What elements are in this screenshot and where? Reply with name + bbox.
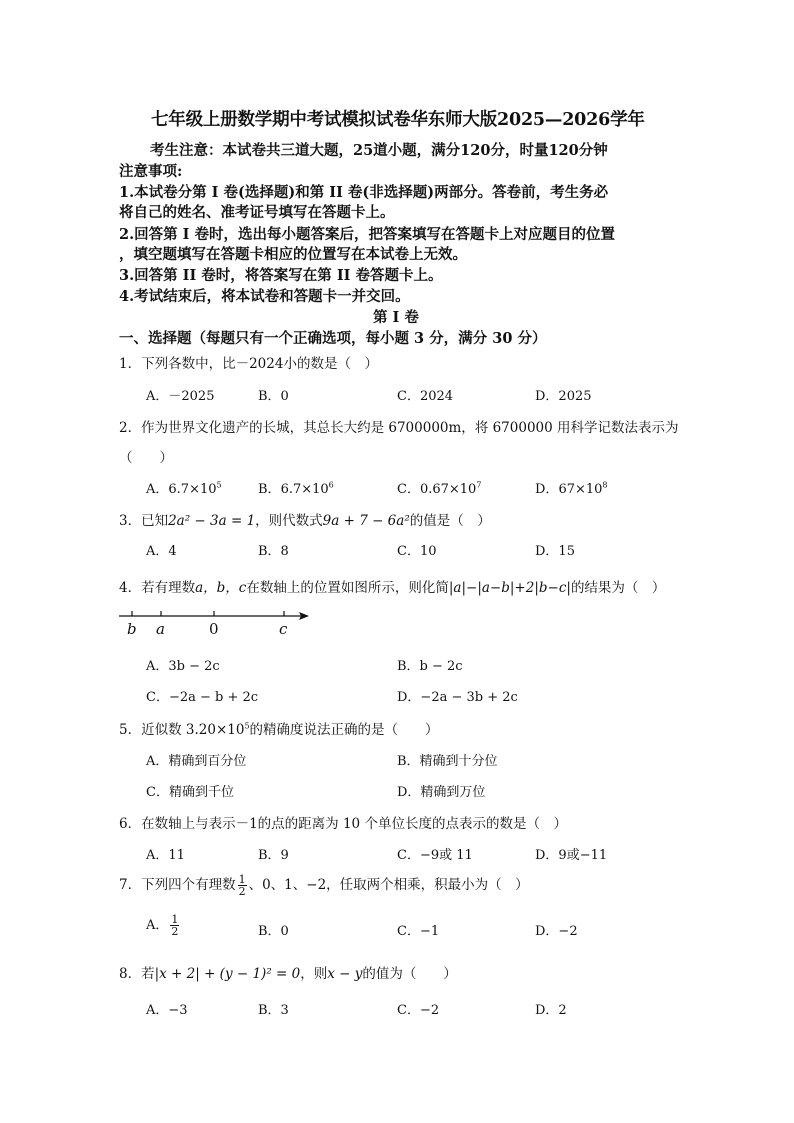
q4-expression: |a|−|a−b|+2|b−c| [448,580,571,596]
page-title: 七年级上册数学期中考试模拟试卷华东师大版2025—2026学年 [151,110,645,130]
q5-option-a: A．精确到百分位 [146,754,247,769]
q3-option-d: D．15 [535,544,575,559]
question-5: 5．近似数 $3.20\times 10^5$的精确度说法正确的是（ ） [119,721,439,738]
q6-option-a: A．11 [146,848,185,863]
instruction-1: 1.本试卷分第 I 卷(选择题)和第 II 卷(非选择题)两部分。答卷前，考生务必 [119,184,609,201]
q6-option-d: D．9或−11 [535,848,608,863]
q7-option-c: C．−1 [397,924,440,939]
q8-option-b: B．3 [258,1003,289,1018]
q8-expression: x − y [327,966,363,982]
instructions-heading: 注意事项: [119,163,183,180]
q3-condition: 2a² − 3a = 1 [168,513,256,529]
question-8: 8．若|x + 2| + (y − 1)² = 0，则x − y的值为（ ） [119,966,457,982]
q2-option-c: C．$0.67\times 10^7$ [397,480,482,497]
label-zero: 0 [209,620,219,638]
q7-option-b: B．0 [258,924,289,939]
label-a: a [156,620,165,638]
exam-notice: 考生注意：本试卷共三道大题，25道小题，满分120分，时量120分钟 [150,142,608,159]
q1-option-b: B．0 [258,389,289,404]
q2-option-b: B．$6.7\times 10^6$ [258,480,334,497]
q7-fraction: $\frac{1}{2}$ [238,873,246,898]
q5-option-b: B．精确到十分位 [397,754,498,769]
q4-option-b: B．b − 2c [397,659,463,674]
q4-option-d: D．−2a − 3b + 2c [397,690,518,705]
q6-option-c: C．−9或 11 [397,848,473,863]
question-4: 4．若有理数a，b，c在数轴上的位置如图所示，则化简|a|−|a−b|+2|b−c|的结果为（ ） [119,580,666,596]
q3-option-a: A．4 [146,544,177,559]
q8-condition: |x + 2| + (y − 1)² = 0 [154,966,301,982]
question-6: 6．在数轴上与表示－1的点的距离为 10 个单位长度的点表示的数是（ ） [119,816,567,832]
number-line-figure [119,606,319,640]
q8-option-a: A．−3 [146,1003,188,1018]
label-b: b [127,620,137,638]
instruction-3: 3.回答第 II 卷时，将答案写在第 II 卷答题卡上。 [119,267,443,284]
question-2: 2．作为世界文化遗产的长城，其总长大约是 6700000m，将 6700000 用科学记数法表示为 [119,420,679,436]
q1-option-d: D．2025 [535,389,592,404]
instruction-1-cont: 将自己的姓名、准考证号填写在答题卡上。 [119,204,395,221]
q1-option-c: C．2024 [397,389,454,404]
instruction-4: 4.考试结束后，将本试卷和答题卡一并交回。 [119,288,410,305]
q4-option-c: C．−2a − b + 2c [146,690,259,705]
part-title: 第 I 卷 [373,309,419,326]
q2-option-d: D．$67\times 10^8$ [535,480,608,497]
q8-option-d: D．2 [535,1003,567,1018]
q7-option-a: A． $\frac{1}{2}$ [146,913,179,938]
q3-expression: 9a + 7 − 6a² [322,513,410,529]
label-c: c [279,620,288,638]
instruction-2: 2.回答第 I 卷时，选出每小题答案后，把答案填写在答题卡上对应题目的位置 [119,226,616,243]
q5-option-c: C．精确到千位 [146,785,234,800]
q8-option-c: C．−2 [397,1003,440,1018]
question-2-paren: （ ） [119,450,173,466]
q3-option-b: B．8 [258,544,289,559]
section-heading: 一、选择题（每题只有一个正确选项，每小题 3 分，满分 30 分） [119,330,547,347]
q3-option-c: C．10 [397,544,437,559]
q2-option-a: A．$6.7\times 10^5$ [146,480,222,497]
q5-option-d: D．精确到万位 [397,785,486,800]
question-1: 1．下列各数中，比－2024小的数是（ ） [119,356,378,372]
q6-option-b: B．9 [258,848,289,863]
q7-option-d: D．−2 [535,924,578,939]
q4-variables: a，b，c [195,580,247,596]
question-3: 3．已知2a² − 3a = 1，则代数式9a + 7 − 6a²的值是（ ） [119,513,491,529]
question-7: 7．下列四个有理数 $\frac{1}{2}$ 、0、1、−2，任取两个相乘，积最小为（ ） [119,873,529,898]
instruction-2-cont: ，填空题填写在答题卡相应的位置写在本试卷上无效。 [119,246,467,263]
q4-option-a: A．3b − 2c [146,659,220,674]
q1-option-a: A．－2025 [146,389,215,404]
